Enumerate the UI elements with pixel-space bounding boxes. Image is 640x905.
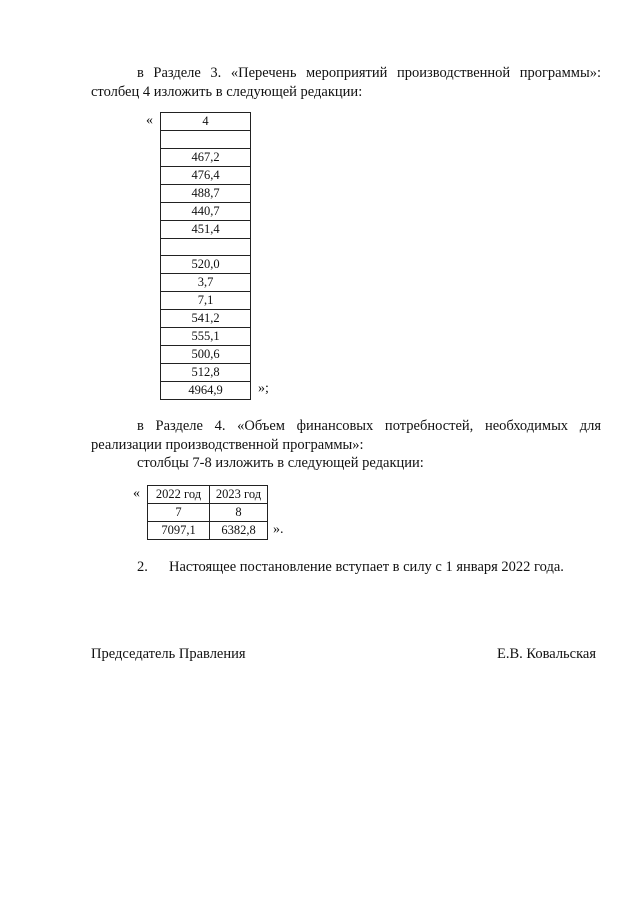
section3-close-quote: »; [258, 381, 269, 396]
clause2-text: Настоящее постановление вступает в силу с 1 января 2022 года. [169, 559, 564, 575]
section4-close-quote: ». [273, 522, 284, 537]
table-row [161, 238, 251, 256]
column-header-cell: 4 [161, 113, 251, 131]
value-cell: 488,7 [161, 184, 251, 202]
table-row [148, 486, 268, 504]
table-row [161, 184, 251, 202]
value-cell: 3,7 [161, 274, 251, 292]
table-row [161, 148, 251, 166]
value-cell: 512,8 [161, 364, 251, 382]
section4-columns-7-8-table [147, 485, 268, 540]
signature-name: Е.В. Ковальская [497, 646, 597, 662]
value-cell: 500,6 [161, 346, 251, 364]
table-row [161, 256, 251, 274]
value-cell: 4964,9 [161, 382, 251, 400]
value-2023: 6382,8 [210, 522, 268, 540]
table-row [161, 328, 251, 346]
clause2-number: 2. [137, 559, 148, 575]
value-2022: 7097,1 [148, 522, 210, 540]
value-cell: 555,1 [161, 328, 251, 346]
section4-intro2: столбцы 7-8 изложить в следующей редакции: [137, 455, 424, 471]
section4-intro: в Разделе 4. «Объем финансовых потребностей, необходимых для реализации производственной программы»: [91, 418, 601, 453]
table-row [161, 131, 251, 149]
value-cell: 476,4 [161, 166, 251, 184]
column-number-8: 8 [210, 504, 268, 522]
table-row [161, 274, 251, 292]
value-cell: 520,0 [161, 256, 251, 274]
table-row [161, 310, 251, 328]
table-row [161, 220, 251, 238]
table-row [148, 504, 268, 522]
column-number-7: 7 [148, 504, 210, 522]
table-row [161, 292, 251, 310]
header-2023: 2023 год [210, 486, 268, 504]
table-row [161, 364, 251, 382]
value-cell [161, 238, 251, 256]
signature-position: Председатель Правления [91, 646, 246, 662]
section3-intro: в Разделе 3. «Перечень мероприятий производственной программы»: столбец 4 изложить в следующей редакции: [91, 65, 601, 100]
value-cell: 7,1 [161, 292, 251, 310]
value-cell: 541,2 [161, 310, 251, 328]
value-cell: 467,2 [161, 148, 251, 166]
header-2022: 2022 год [148, 486, 210, 504]
table-header-row [161, 113, 251, 131]
value-cell [161, 131, 251, 149]
table-row [148, 522, 268, 540]
table-row [161, 202, 251, 220]
section3-open-quote: « [146, 113, 153, 128]
table-row [161, 166, 251, 184]
table-row [161, 346, 251, 364]
value-cell: 451,4 [161, 220, 251, 238]
table-row [161, 382, 251, 400]
section4-open-quote: « [133, 486, 140, 501]
value-cell: 440,7 [161, 202, 251, 220]
section3-column4-table [160, 112, 251, 400]
